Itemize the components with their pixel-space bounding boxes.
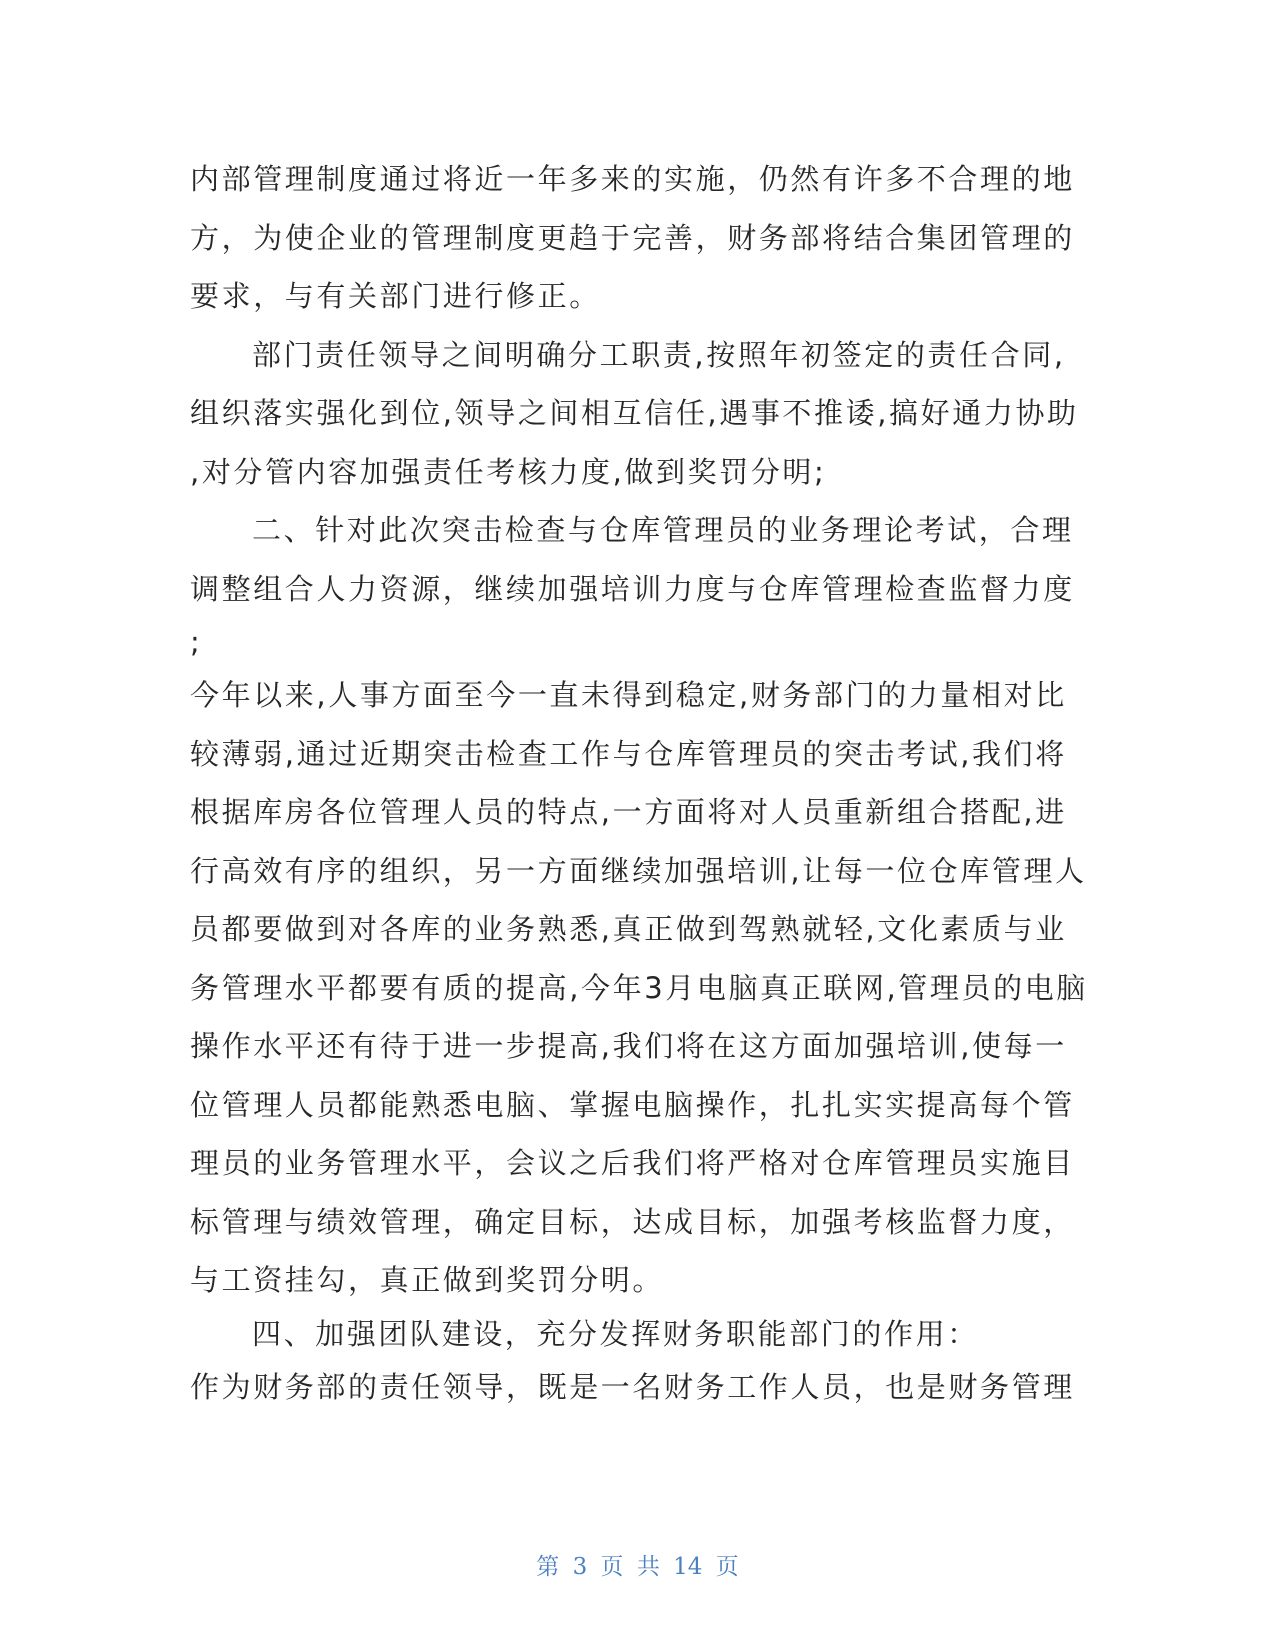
text-line: 操作水平还有待于进一步提高,我们将在这方面加强培训,使每一 xyxy=(190,1029,1067,1063)
text-line: 与工资挂勾，真正做到奖罚分明。 xyxy=(190,1263,665,1297)
text-line: 二、针对此次突击检查与仓库管理员的业务理论考试，合理 xyxy=(252,513,1074,547)
text-line: 根据库房各位管理人员的特点,一方面将对人员重新组合搭配,进 xyxy=(190,795,1067,829)
text-line: 内部管理制度通过将近一年多来的实施，仍然有许多不合理的地 xyxy=(190,162,1075,196)
text-line: 行高效有序的组织，另一方面继续加强培训,让每一位仓库管理人 xyxy=(190,853,1087,888)
text-line: 要求，与有关部门进行修正。 xyxy=(190,279,601,313)
text-line: 理员的业务管理水平，会议之后我们将严格对仓库管理员实施目 xyxy=(190,1146,1075,1180)
text-line: 作为财务部的责任领导，既是一名财务工作人员，也是财务管理 xyxy=(190,1369,1075,1404)
text-line: ,对分管内容加强责任考核力度,做到奖罚分明; xyxy=(190,454,827,489)
text-line: 务管理水平都要有质的提高,今年3月电脑真正联网,管理员的电脑 xyxy=(190,970,1088,1005)
text-line: 位管理人员都能熟悉电脑、掌握电脑操作，扎扎实实提高每个管 xyxy=(190,1087,1075,1122)
text-line: 员都要做到对各库的业务熟悉,真正做到驾熟就轻,文化素质与业 xyxy=(190,912,1067,946)
text-line: 标管理与绩效管理，确定目标，达成目标，加强考核监督力度， xyxy=(190,1204,1075,1239)
document-body xyxy=(190,150,1090,1416)
text-line: 今年以来,人事方面至今一直未得到稳定,财务部门的力量相对比 xyxy=(190,678,1067,712)
text-line: 调整组合人力资源，继续加强培训力度与仓库管理检查监督力度 xyxy=(190,571,1075,606)
text-line: 部门责任领导之间明确分工职责,按照年初签定的责任合同, xyxy=(252,337,1066,372)
text-line: 四、加强团队建设，充分发挥财务职能部门的作用： xyxy=(252,1316,979,1351)
text-line: 较薄弱,通过近期突击检查工作与仓库管理员的突击考试,我们将 xyxy=(190,736,1067,771)
page-number-footer: 第 3 页 共 14 页 xyxy=(536,1554,739,1580)
text-line: 组织落实强化到位,领导之间相互信任,遇事不推诿,搞好通力协助 xyxy=(190,396,1079,430)
text-line: ; xyxy=(190,625,203,659)
text-line: 方，为使企业的管理制度更趋于完善，财务部将结合集团管理的 xyxy=(190,220,1075,255)
